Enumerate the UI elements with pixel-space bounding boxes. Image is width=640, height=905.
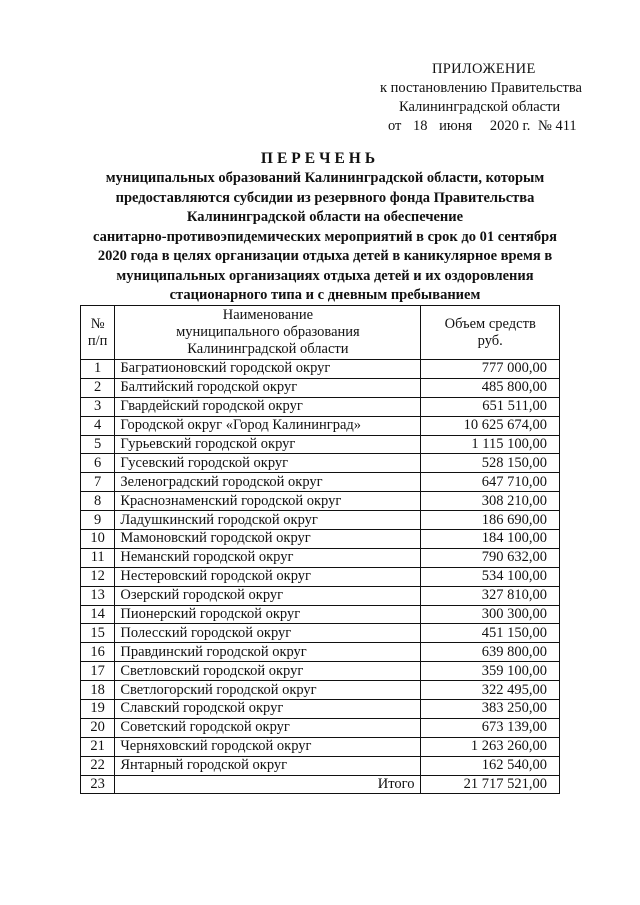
row-amount: 673 139,00 — [421, 718, 560, 737]
row-amount: 300 300,00 — [421, 605, 560, 624]
row-municipality: Городской округ «Город Калининград» — [115, 416, 421, 435]
table-row — [81, 624, 560, 643]
appendix-line-region: Калининградской области — [399, 99, 561, 115]
row-municipality: Правдинский городской округ — [115, 643, 421, 662]
row-amount: 162 540,00 — [421, 756, 560, 775]
row-amount: 322 495,00 — [421, 681, 560, 700]
row-number: 2 — [81, 378, 115, 397]
row-number: 19 — [81, 700, 115, 719]
row-municipality: Гвардейский городской округ — [115, 397, 421, 416]
header-name-line: Калининградской области — [187, 341, 349, 357]
header-number-line: № — [90, 315, 105, 332]
table-row — [81, 473, 560, 492]
header-number-line: п/п — [87, 332, 108, 349]
row-amount: 790 632,00 — [421, 548, 560, 567]
table-row — [81, 586, 560, 605]
date-month: июня — [439, 118, 473, 134]
header-number — [81, 306, 115, 360]
appendix-title: ПРИЛОЖЕНИЕ — [432, 61, 536, 77]
row-amount: 184 100,00 — [421, 530, 560, 549]
header-sum — [421, 306, 560, 360]
row-number: 11 — [81, 548, 115, 567]
table-row — [81, 718, 560, 737]
row-amount: 647 710,00 — [421, 473, 560, 492]
table-row — [81, 360, 560, 379]
row-number: 17 — [81, 662, 115, 681]
row-number: 8 — [81, 492, 115, 511]
row-number: 10 — [81, 530, 115, 549]
row-amount: 528 150,00 — [421, 454, 560, 473]
row-amount: 639 800,00 — [421, 643, 560, 662]
row-amount: 383 250,00 — [421, 700, 560, 719]
row-municipality: Краснознаменский городской округ — [115, 492, 421, 511]
appendix-line-decree: к постановлению Правительства — [380, 80, 582, 96]
table-row — [81, 454, 560, 473]
row-number: 12 — [81, 567, 115, 586]
row-municipality: Багратионовский городской округ — [115, 360, 421, 379]
row-municipality: Неманский городской округ — [115, 548, 421, 567]
row-number: 4 — [81, 416, 115, 435]
row-amount: 359 100,00 — [421, 662, 560, 681]
row-municipality: Полесский городской округ — [115, 624, 421, 643]
row-number: 7 — [81, 473, 115, 492]
header-sum-line: руб. — [477, 332, 503, 349]
table-row — [81, 700, 560, 719]
table-row — [81, 492, 560, 511]
row-number: 21 — [81, 737, 115, 756]
row-amount: 651 511,00 — [421, 397, 560, 416]
row-number: 6 — [81, 454, 115, 473]
document-title: ПЕРЕЧЕНЬ — [260, 150, 380, 167]
total-row — [81, 775, 560, 794]
date-year: 2020 г. — [489, 118, 531, 134]
row-amount: 451 150,00 — [421, 624, 560, 643]
table-row — [81, 548, 560, 567]
table-row — [81, 643, 560, 662]
date-prefix: от — [388, 118, 402, 134]
row-number: 16 — [81, 643, 115, 662]
subtitle-line: стационарного типа и с дневным пребыванием — [169, 287, 481, 303]
row-amount: 534 100,00 — [421, 567, 560, 586]
row-number: 22 — [81, 756, 115, 775]
table-row — [81, 567, 560, 586]
row-municipality: Черняховский городской округ — [115, 737, 421, 756]
subtitle-line: предоставляются субсидии из резервного фонда Правительства — [115, 189, 535, 206]
row-municipality: Зеленоградский городской округ — [115, 473, 421, 492]
table-row — [81, 756, 560, 775]
appendix-date-line — [388, 117, 577, 136]
header-name-line: Наименование — [222, 307, 314, 323]
row-amount: 1 115 100,00 — [421, 435, 560, 454]
table-row — [81, 737, 560, 756]
row-municipality: Гусевский городской округ — [115, 454, 421, 473]
table-row — [81, 511, 560, 530]
total-label: Итого — [115, 775, 421, 794]
row-amount: 1 263 260,00 — [421, 737, 560, 756]
row-number: 20 — [81, 718, 115, 737]
row-number: 18 — [81, 681, 115, 700]
row-municipality: Нестеровский городской округ — [115, 567, 421, 586]
row-municipality: Пионерский городской округ — [115, 605, 421, 624]
row-number: 15 — [81, 624, 115, 643]
table-header-row — [81, 306, 560, 360]
subtitle-line: 2020 года в целях организации отдыха детей в каникулярное время в — [97, 248, 553, 264]
row-amount: 485 800,00 — [421, 378, 560, 397]
table-row — [81, 662, 560, 681]
subsidy-table — [80, 305, 560, 794]
table-row — [81, 605, 560, 624]
row-municipality: Светловский городской округ — [115, 662, 421, 681]
document-subtitle — [90, 169, 560, 306]
row-number: 1 — [81, 360, 115, 379]
header-name-line: муниципального образования — [176, 324, 360, 340]
table-row — [81, 378, 560, 397]
row-municipality: Ладушкинский городской округ — [115, 511, 421, 530]
subtitle-line: Калининградской области на обеспечение — [186, 209, 464, 225]
row-municipality: Светлогорский городской округ — [115, 681, 421, 700]
row-number: 9 — [81, 511, 115, 530]
row-municipality: Балтийский городской округ — [115, 378, 421, 397]
row-amount: 186 690,00 — [421, 511, 560, 530]
subtitle-line: санитарно-противоэпидемических мероприятий в срок до 01 сентября — [92, 228, 558, 245]
row-municipality: Янтарный городской округ — [115, 756, 421, 775]
table-row — [81, 397, 560, 416]
subtitle-line: муниципальных образований Калининградской области, которым — [105, 170, 545, 186]
row-amount: 308 210,00 — [421, 492, 560, 511]
document-number: № 411 — [538, 118, 577, 134]
row-number: 14 — [81, 605, 115, 624]
row-municipality: Славский городской округ — [115, 700, 421, 719]
row-amount: 777 000,00 — [421, 360, 560, 379]
date-day: 18 — [413, 118, 428, 134]
row-number: 3 — [81, 397, 115, 416]
row-municipality: Советский городской округ — [115, 718, 421, 737]
row-number: 13 — [81, 586, 115, 605]
table-body — [81, 360, 560, 794]
table-row — [81, 416, 560, 435]
row-amount: 327 810,00 — [421, 586, 560, 605]
total-sum: 21 717 521,00 — [421, 775, 560, 794]
header-name — [115, 306, 421, 360]
table-row — [81, 435, 560, 454]
row-municipality: Гурьевский городской округ — [115, 435, 421, 454]
row-amount: 10 625 674,00 — [421, 416, 560, 435]
row-municipality: Мамоновский городской округ — [115, 530, 421, 549]
table-row — [81, 681, 560, 700]
table-row — [81, 530, 560, 549]
row-number: 5 — [81, 435, 115, 454]
row-municipality: Озерский городской округ — [115, 586, 421, 605]
header-sum-line: Объем средств — [444, 315, 536, 332]
subtitle-line: муниципальных организациях отдыха детей и их оздоровления — [116, 267, 534, 284]
total-number: 23 — [81, 775, 115, 794]
